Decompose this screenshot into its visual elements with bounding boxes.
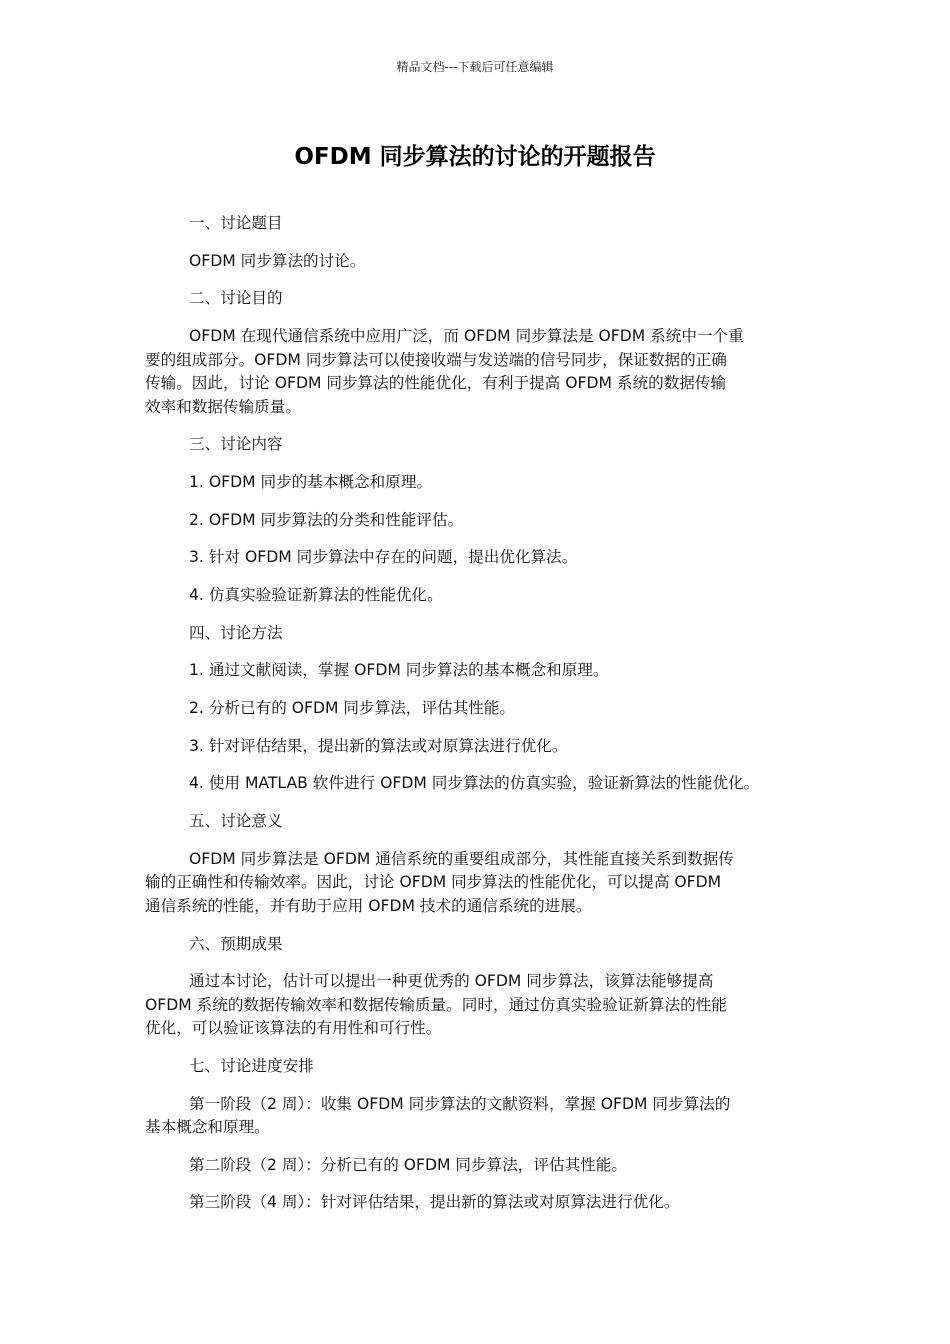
document-body	[145, 212, 815, 1229]
list-item: 2. OFDM 同步算法的分类和性能评估。	[189, 510, 464, 529]
purpose-paragraph	[145, 325, 815, 419]
paragraph-line: 通过本讨论，估计可以提出一种更优秀的 OFDM 同步算法，该算法能够提高	[189, 972, 714, 991]
section-heading-significance: 五、讨论意义	[189, 812, 283, 831]
paragraph-line: 第一阶段（2 周）：收集 OFDM 同步算法的文献资料，掌握 OFDM 同步算法的	[189, 1094, 731, 1113]
outcomes-paragraph	[145, 970, 815, 1041]
section-heading-content: 三、讨论内容	[189, 435, 283, 454]
section-heading-topic: 一、讨论题目	[189, 214, 283, 232]
schedule-phase-2: 第二阶段（2 周）：分析已有的 OFDM 同步算法，评估其性能。	[189, 1155, 627, 1174]
list-item: 1. OFDM 同步的基本概念和原理。	[189, 472, 433, 491]
list-item: 4. 仿真实验验证新算法的性能优化。	[189, 586, 443, 604]
header-note: 精品文档---下载后可任意编辑	[396, 60, 554, 74]
paragraph-line: 效率和数据传输质量。	[145, 397, 301, 416]
paragraph-line: OFDM 同步算法是 OFDM 通信系统的重要组成部分，其性能直接关系到数据传	[189, 849, 734, 868]
list-item: 1. 通过文献阅读，掌握 OFDM 同步算法的基本概念和原理。	[189, 661, 609, 680]
paragraph-line: 通信系统的性能，并有助于应用 OFDM 技术的通信系统的进展。	[145, 896, 592, 915]
section-heading-schedule: 七、讨论进度安排	[189, 1056, 314, 1075]
significance-paragraph	[145, 848, 815, 919]
list-item: 4. 使用 MATLAB 软件进行 OFDM 同步算法的仿真实验，验证新算法的性能优化。	[189, 774, 760, 793]
schedule-phase-1	[145, 1093, 815, 1140]
topic-text: OFDM 同步算法的讨论。	[189, 251, 366, 270]
section-heading-purpose: 二、讨论目的	[189, 289, 283, 308]
section-heading-outcomes: 六、预期成果	[189, 934, 283, 953]
document-title: OFDM 同步算法的讨论的开题报告	[294, 144, 656, 170]
paragraph-line: 要的组成部分。OFDM 同步算法可以使接收端与发送端的信号同步，保证数据的正确	[145, 350, 727, 369]
list-item: 3. 针对 OFDM 同步算法中存在的问题，提出优化算法。	[189, 548, 578, 567]
paragraph-line: OFDM 在现代通信系统中应用广泛，而 OFDM 同步算法是 OFDM 系统中一个重	[189, 327, 744, 346]
schedule-phase-3: 第三阶段（4 周）：针对评估结果，提出新的算法或对原算法进行优化。	[189, 1193, 680, 1212]
paragraph-line: 优化，可以验证该算法的有用性和可行性。	[145, 1019, 442, 1038]
paragraph-line: 基本概念和原理。	[145, 1118, 270, 1137]
list-item: 3. 针对评估结果，提出新的算法或对原算法进行优化。	[189, 736, 568, 755]
paragraph-line: 传输。因此，讨论 OFDM 同步算法的性能优化，有利于提高 OFDM 系统的数据传输	[145, 374, 727, 393]
list-item: 2. 分析已有的 OFDM 同步算法，评估其性能。	[189, 699, 515, 718]
paragraph-line: 输的正确性和传输效率。因此，讨论 OFDM 同步算法的性能优化，可以提高 OFDM	[145, 873, 722, 892]
section-heading-method: 四、讨论方法	[189, 623, 283, 642]
paragraph-line: OFDM 系统的数据传输效率和数据传输质量。同时，通过仿真实验验证新算法的性能	[145, 995, 727, 1014]
